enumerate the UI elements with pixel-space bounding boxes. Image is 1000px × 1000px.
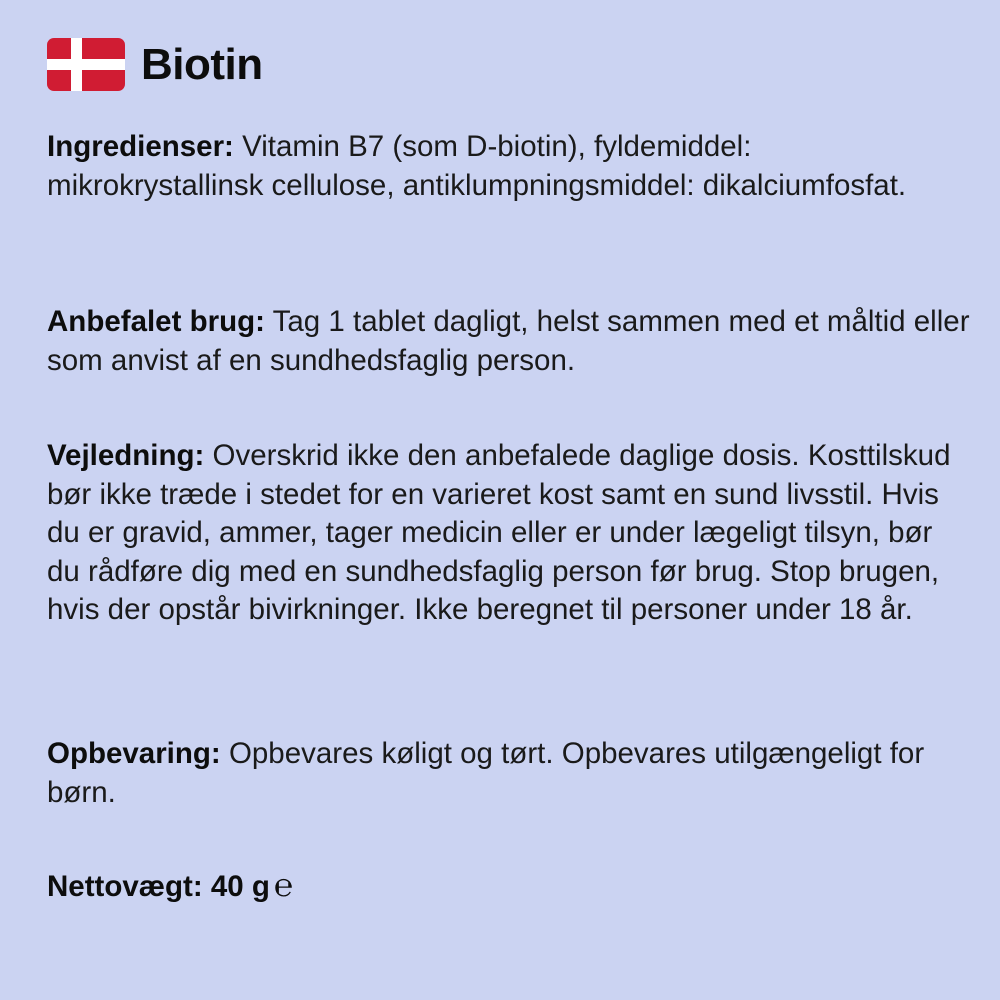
net-weight-section <box>47 868 972 907</box>
guidance-section <box>47 437 972 630</box>
estimated-sign-icon: ℮ <box>273 866 294 904</box>
ingredients-label: Ingredienser: <box>47 130 234 163</box>
storage-label: Opbevaring: <box>47 737 221 770</box>
ingredients-section <box>47 128 972 205</box>
denmark-flag-icon <box>47 38 125 91</box>
usage-section <box>47 303 972 380</box>
usage-label: Anbefalet brug: <box>47 305 265 338</box>
guidance-text: Overskrid ikke den anbefalede daglige dosis. Kosttilskud bør ikke træde i stedet for en varieret kost samt en sund livsstil. Hvis du er gravid, ammer, tager medicin eller er under lægeligt tilsyn, bør du rådføre dig med en sundhedsfaglig person før brug. Stop brugen, hvis der opstår bivirkninger. Ikke beregnet til personer under 18 år. <box>47 439 951 626</box>
net-weight-label: Nettovægt: <box>47 870 203 903</box>
net-weight-value: 40 g <box>202 870 270 903</box>
usage-text: Tag 1 tablet dagligt, helst sammen med et måltid eller som anvist af en sundhedsfaglig person. <box>47 305 970 377</box>
page-title: Biotin <box>141 39 263 89</box>
storage-text: Opbevares køligt og tørt. Opbevares utilgængeligt for børn. <box>47 737 925 809</box>
ingredients-text: Vitamin B7 (som D-biotin), fyldemiddel: mikrokrystallinsk cellulose, antiklumpningsmiddel: dikalciumfosfat. <box>47 130 907 202</box>
header <box>47 38 263 91</box>
guidance-label: Vejledning: <box>47 439 205 472</box>
storage-section <box>47 735 972 812</box>
